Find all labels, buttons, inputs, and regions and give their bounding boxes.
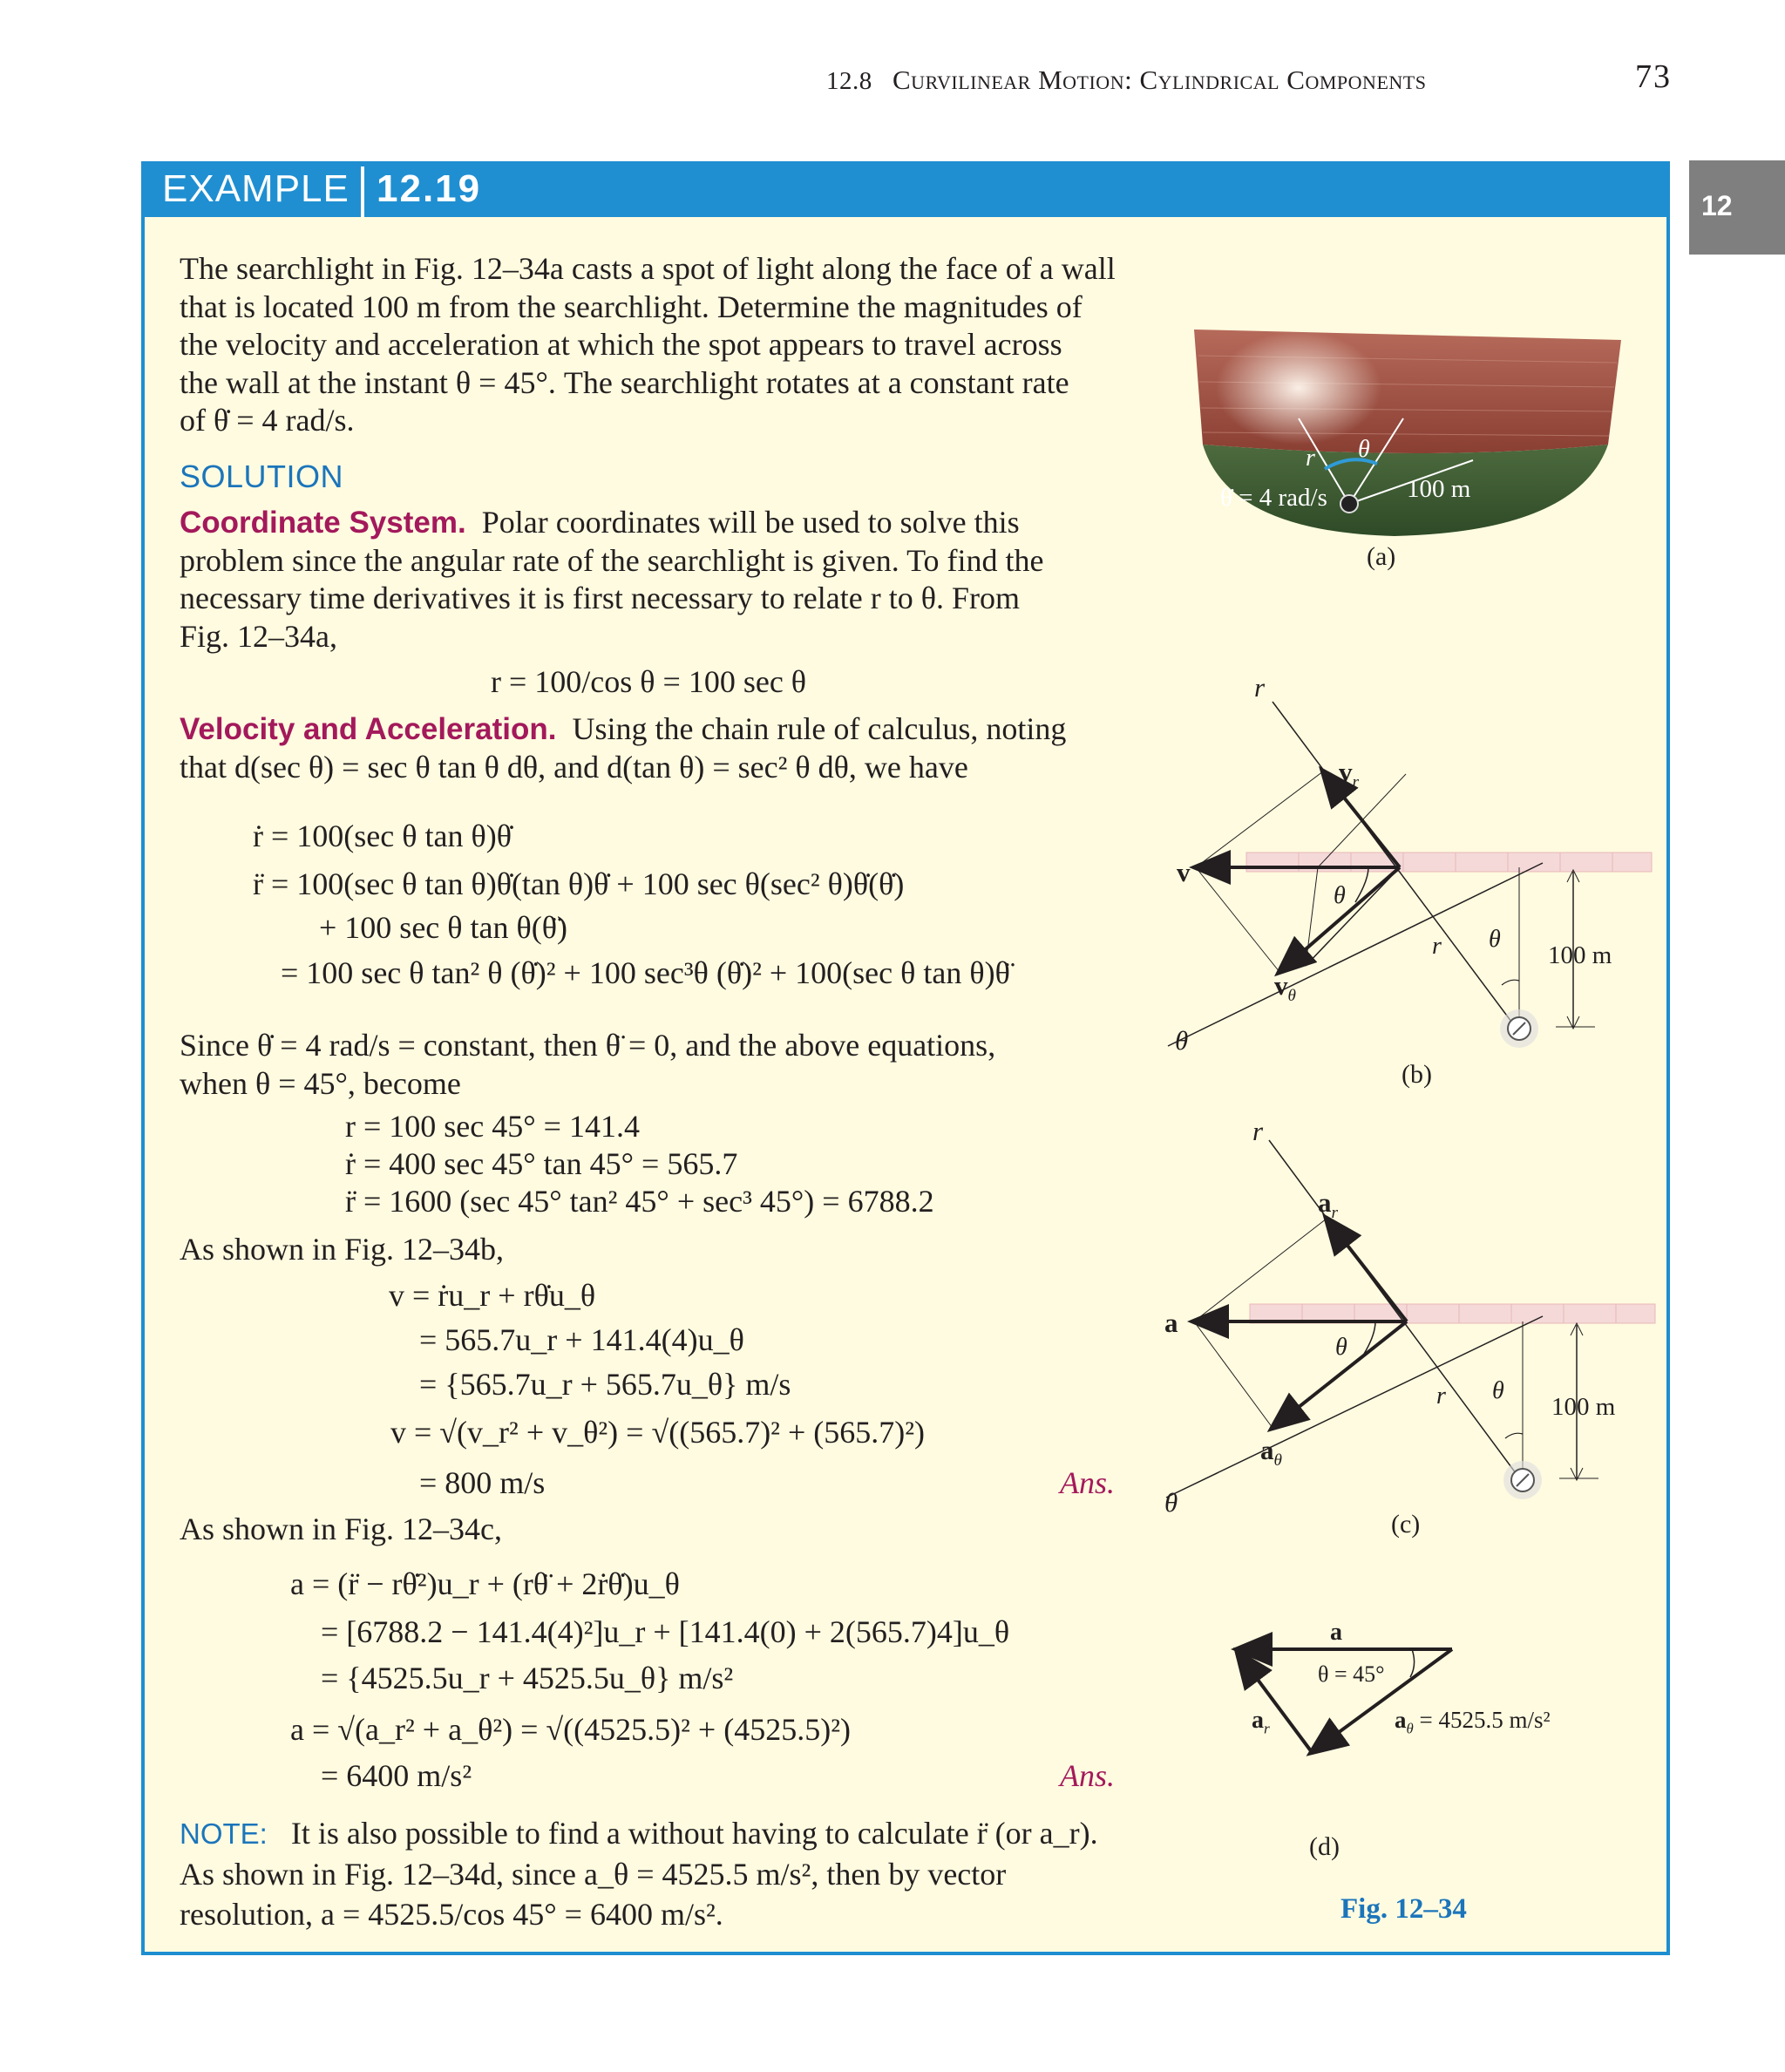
- problem-statement: [180, 250, 1124, 440]
- derivative-r-dot: ṙ = 100(sec θ tan θ)θ̇: [253, 819, 512, 853]
- fig-a-label: (a): [1367, 542, 1396, 571]
- problem-line: of θ̇ = 4 rad/s.: [180, 403, 355, 438]
- fig-b-distance: 100 m: [1548, 941, 1612, 969]
- fig-a-theta-dot: θ̇ = 4 rad/s: [1220, 484, 1327, 512]
- velocity-eq-1: v = ṙu_r + rθ̇u_θ: [389, 1278, 596, 1313]
- note-label: NOTE:: [180, 1817, 268, 1850]
- shown-fig-c: As shown in Fig. 12–34c,: [180, 1512, 503, 1546]
- value-r-ddot: r̈ = 1600 (sec 45° tan² 45° + sec³ 45°) = 6788.2: [345, 1184, 934, 1219]
- chapter-tab: [1689, 160, 1785, 255]
- fig-b-theta-small: θ: [1489, 926, 1501, 953]
- fig-d-atheta: $a_\theta = 4525.5$ m/s²: [1395, 1707, 1551, 1737]
- fig-b-label: (b): [1402, 1060, 1432, 1089]
- value-r-dot: ṙ = 400 sec 45° tan 45° = 565.7: [345, 1146, 738, 1181]
- fig-b-r-axis: r: [1254, 672, 1266, 703]
- fig-a-r: r: [1306, 445, 1315, 472]
- fig-c-r-line: r: [1436, 1382, 1446, 1410]
- fig-c-a: a: [1164, 1308, 1178, 1338]
- page-number: 73: [1635, 58, 1672, 95]
- section-title: Curvilinear Motion: Cylindrical Components: [892, 65, 1427, 95]
- velocity-result: = 800 m/s: [419, 1465, 546, 1500]
- fig-b-theta-angle: θ: [1334, 882, 1346, 909]
- example-label: EXAMPLE: [162, 167, 350, 210]
- example-header-bar: [141, 161, 1670, 217]
- angle-arc: [1410, 1649, 1415, 1677]
- velocity-acceleration-heading: Velocity and Acceleration.: [180, 712, 557, 746]
- chapter-tab-number: 12: [1701, 190, 1733, 221]
- derivative-r-ddot-cont: + 100 sec θ tan θ(θ̈): [319, 910, 567, 945]
- coordinate-line: Fig. 12–34a,: [180, 618, 338, 654]
- velocity-eq-2: = 565.7u_r + 141.4(4)u_θ: [419, 1322, 744, 1357]
- derivative-r-ddot: r̈ = 100(sec θ tan θ)θ̇(tan θ)θ̇ + 100 sec θ(sec² θ)θ̇(θ̇): [253, 866, 905, 901]
- since-line: when θ = 45°, become: [180, 1065, 461, 1101]
- running-header: [826, 65, 1426, 96]
- acceleration-eq-3: = {4525.5u_r + 4525.5u_θ} m/s²: [321, 1661, 734, 1695]
- figure-caption: Fig. 12–34: [1340, 1893, 1467, 1925]
- fig-d-ar: $a_r$: [1252, 1707, 1270, 1737]
- fig-d-a: a: [1330, 1619, 1342, 1646]
- fig-a-distance: 100 m: [1407, 475, 1471, 503]
- solution-heading: SOLUTION: [180, 459, 344, 494]
- coordinate-line: problem since the angular rate of the searchlight is given. To find the: [180, 542, 1044, 578]
- coordinate-line: Polar coordinates will be used to solve this: [481, 505, 1020, 540]
- value-r: r = 100 sec 45° = 141.4: [345, 1109, 640, 1144]
- acceleration-magnitude-eq: a = √(a_r² + a_θ²) = √((4525.5)² + (4525.5)²): [290, 1712, 851, 1747]
- fig-c-atheta: $a_\theta$: [1260, 1435, 1282, 1471]
- note-line: As shown in Fig. 12–34d, since a_θ = 4525.5 m/s², then by vector: [180, 1856, 1007, 1892]
- acceleration-eq-2: = [6788.2 − 141.4(4)²]u_r + [141.4(0) + 2(565.7)4]u_θ: [321, 1614, 1010, 1649]
- answer-acceleration: Ans.: [1060, 1758, 1115, 1793]
- fig-c-r-axis: r: [1252, 1116, 1264, 1146]
- fig-c-distance: 100 m: [1551, 1393, 1616, 1421]
- fig-b-theta-axis: θ: [1175, 1025, 1189, 1056]
- note-line: It is also possible to find a without having to calculate r̈ (or a_r).: [290, 1816, 1098, 1851]
- coordinate-line: necessary time derivatives it is first necessary to relate r to θ. From: [180, 581, 1020, 615]
- fig-c-theta-axis: θ: [1164, 1487, 1178, 1518]
- fig-c-theta-angle: θ: [1335, 1334, 1347, 1361]
- example-number: 12.19: [377, 167, 482, 210]
- fig-c-ar: $a_r$: [1318, 1187, 1338, 1223]
- coordinate-system-paragraph: [180, 504, 1124, 656]
- searchlight-icon: [1340, 495, 1358, 513]
- problem-line: the velocity and acceleration at which the spot appears to travel across: [180, 327, 1062, 362]
- coordinate-system-heading: Coordinate System.: [180, 506, 466, 540]
- answer-velocity: Ans.: [1060, 1465, 1115, 1500]
- section-number: 12.8: [826, 67, 872, 95]
- example-separator: [361, 166, 364, 217]
- fig-d-label: (d): [1309, 1832, 1340, 1861]
- since-line: Since θ̇ = 4 rad/s = constant, then θ̈ = 0, and the above equations,: [180, 1028, 996, 1063]
- fig-c-label: (c): [1391, 1510, 1421, 1539]
- fig-b-r-line: r: [1432, 933, 1442, 960]
- velacc-line: that d(sec θ) = sec θ tan θ dθ, and d(tan θ) = sec² θ dθ, we have: [180, 749, 968, 785]
- note-paragraph: [180, 1815, 1124, 1934]
- problem-line: the wall at the instant θ = 45°. The searchlight rotates at a constant rate: [180, 364, 1069, 400]
- fig-a-theta: θ: [1358, 436, 1370, 463]
- problem-line: The searchlight in Fig. 12–34a casts a spot of light along the face of a wall: [180, 251, 1116, 286]
- velocity-magnitude-eq: v = √(v_r² + v_θ²) = √((565.7)² + (565.7)²): [390, 1415, 926, 1450]
- acceleration-r-arrow: [1238, 1653, 1312, 1752]
- light-spot: [1216, 331, 1381, 445]
- derivative-r-ddot-simplified: = 100 sec θ tan² θ (θ̇)² + 100 sec³θ (θ̇)² + 100(sec θ tan θ)θ̈: [281, 955, 1010, 990]
- fig-b-vtheta: $v_\theta$: [1274, 970, 1296, 1006]
- figure-d-vector-triangle: [1211, 1630, 1473, 1770]
- shown-fig-b: As shown in Fig. 12–34b,: [180, 1232, 505, 1267]
- fig-b-vr: $v_r$: [1339, 757, 1359, 792]
- fig-c-theta-small: θ: [1492, 1377, 1504, 1404]
- figure-b-velocity-diagram: [1159, 662, 1665, 1063]
- velocity-acceleration-paragraph: [180, 710, 1124, 786]
- acceleration-eq-1: a = (r̈ − rθ̇²)u_r + (rθ̈ + 2ṙθ̇)u_θ: [290, 1566, 680, 1601]
- fig-b-v: v: [1177, 857, 1191, 887]
- figure-c-acceleration-diagram: [1159, 1114, 1665, 1515]
- acceleration-result: = 6400 m/s²: [321, 1758, 472, 1793]
- fig-d-angle: θ = 45°: [1318, 1661, 1385, 1687]
- equation-r: r = 100/cos θ = 100 sec θ: [491, 664, 807, 699]
- velacc-line: Using the chain rule of calculus, noting: [572, 711, 1067, 746]
- since-paragraph: [180, 1027, 1124, 1103]
- note-line: resolution, a = 4525.5/cos 45° = 6400 m/s².: [180, 1897, 723, 1932]
- problem-line: that is located 100 m from the searchlight. Determine the magnitudes of: [180, 289, 1083, 324]
- velocity-eq-3: = {565.7u_r + 565.7u_θ} m/s: [419, 1367, 791, 1402]
